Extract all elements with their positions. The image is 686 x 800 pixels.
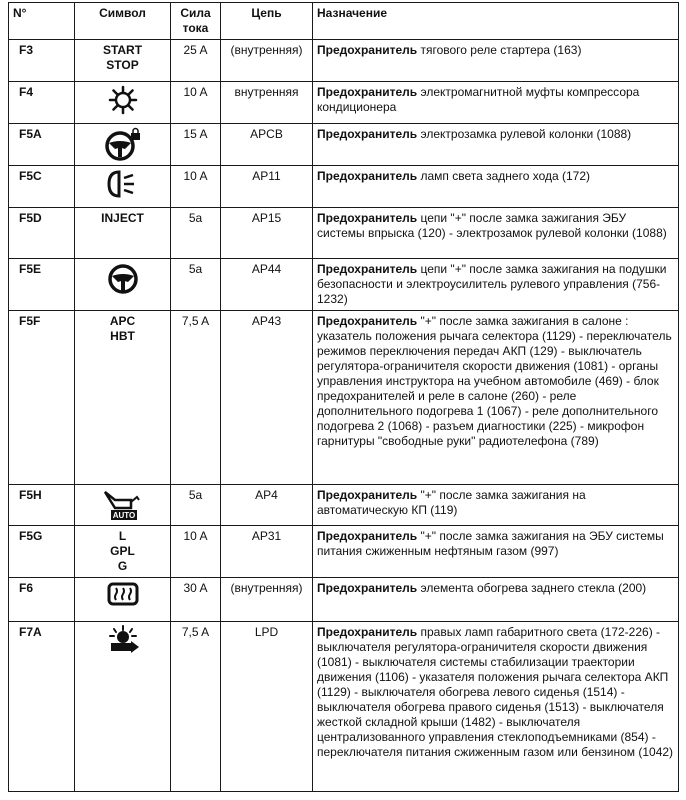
circuit-value: AP43 — [221, 311, 313, 485]
fuse-number: F5D — [9, 208, 75, 259]
purpose-text: Предохранитель "+" после замка зажигания на автоматическую КП (119) — [313, 485, 679, 526]
circuit-value: APCB — [221, 124, 313, 166]
steering-lock-icon — [103, 127, 143, 161]
fuse-number: F5E — [9, 259, 75, 311]
current-value: 10 A — [171, 526, 221, 578]
rear-defrost-icon — [106, 581, 140, 609]
current-value: 25 A — [171, 40, 221, 82]
current-value: 10 A — [171, 166, 221, 208]
circuit-value: LPD — [221, 622, 313, 792]
current-value: 15 A — [171, 124, 221, 166]
table-row — [9, 485, 679, 526]
fuse-number: F5F — [9, 311, 75, 485]
steering-wheel-icon — [106, 262, 140, 296]
header-current: Сила тока — [171, 3, 221, 40]
auto-label: AUTO — [112, 511, 135, 520]
table-row — [9, 259, 679, 311]
table-row — [9, 622, 679, 792]
purpose-text: Предохранитель "+" после замка зажигания в салоне : указатель положения рычага селектора (1129) - переключатель режимов переключения передач АКП (129) - выключатель регулятора-ограничителя скорости движения (1081) - органы управления инструктора на учебном автомобиле (469) - блок предохранителей и реле в салоне (260) - реле дополнительного подогрева 1 (1067) - реле дополнительного подогрева 2 (1068) - разъем диагностики (225) - микрофон гарнитуры "свободные руки" радиотелефона (789) — [313, 311, 679, 485]
circuit-value: (внутренняя) — [221, 40, 313, 82]
fuse-number: F5H — [9, 485, 75, 526]
current-value: 5a — [171, 259, 221, 311]
header-symbol: Символ — [75, 3, 171, 40]
purpose-text: Предохранитель электрозамка рулевой колонки (1088) — [313, 124, 679, 166]
auto-gearbox-icon — [101, 488, 145, 522]
circuit-value: AP4 — [221, 485, 313, 526]
table-row — [9, 208, 679, 259]
parking-lights-icon — [105, 625, 141, 657]
purpose-text: Предохранитель ламп света заднего хода (172) — [313, 166, 679, 208]
table-row — [9, 166, 679, 208]
current-value: 30 A — [171, 578, 221, 622]
current-value: 10 A — [171, 82, 221, 124]
purpose-text: Предохранитель цепи "+" после замка зажигания ЭБУ системы впрыска (120) - электрозамок рулевой колонки (1088) — [313, 208, 679, 259]
fuse-number: F3 — [9, 40, 75, 82]
table-row — [9, 82, 679, 124]
circuit-value: AP11 — [221, 166, 313, 208]
fuse-number: F5G — [9, 526, 75, 578]
fuse-number: F6 — [9, 578, 75, 622]
header-circuit: Цепь — [221, 3, 313, 40]
purpose-text: Предохранитель электромагнитной муфты компрессора кондиционера — [313, 82, 679, 124]
circuit-value: (внутренняя) — [221, 578, 313, 622]
circuit-value: AP44 — [221, 259, 313, 311]
fuse-number: F4 — [9, 82, 75, 124]
table-row — [9, 526, 679, 578]
fuse-number: F5C — [9, 166, 75, 208]
header-purpose: Назначение — [313, 3, 679, 40]
symbol-text: APC HBT — [109, 314, 136, 343]
fuse-number: F7A — [9, 622, 75, 792]
ac-compressor-icon — [108, 85, 138, 115]
purpose-text: Предохранитель тягового реле стартера (163) — [313, 40, 679, 82]
symbol-text: L GPL G — [110, 529, 135, 573]
reverse-light-icon — [103, 169, 143, 199]
current-value: 7,5 A — [171, 622, 221, 792]
purpose-text: Предохранитель "+" после замка зажигания на ЭБУ системы питания сжиженным нефтяным газом (997) — [313, 526, 679, 578]
symbol-text: INJECT — [101, 211, 144, 225]
table-row — [9, 40, 679, 82]
table-row — [9, 578, 679, 622]
purpose-text: Предохранитель правых ламп габаритного света (172-226) - выключателя регулятора-ограничителя скорости движения (1081) - выключателя системы стабилизации траектории движения (1106) - указателя положения рычага селектора АКП (1129) - выключателя обогрева левого сиденья (1514) - выключателя обогрева правого сиденья (1513) - выключателя жесткой складной крыши (1482) - выключателя централизованного управления стеклоподъемниками (854) - переключателя питания сжиженным газом или бензином (1042) — [313, 622, 679, 792]
table-row — [9, 124, 679, 166]
purpose-text: Предохранитель цепи "+" после замка зажигания на подушки безопасности и электроусилитель рулевого управления (756-1232) — [313, 259, 679, 311]
current-value: 5a — [171, 208, 221, 259]
circuit-value: AP15 — [221, 208, 313, 259]
current-value: 7,5 A — [171, 311, 221, 485]
table-row — [9, 311, 679, 485]
current-value: 5a — [171, 485, 221, 526]
symbol-text: START STOP — [102, 43, 143, 72]
circuit-value: внутренняя — [221, 82, 313, 124]
fuse-number: F5A — [9, 124, 75, 166]
purpose-text: Предохранитель элемента обогрева заднего стекла (200) — [313, 578, 679, 622]
fuse-table — [8, 2, 679, 792]
header-no: N° — [9, 3, 75, 40]
circuit-value: AP31 — [221, 526, 313, 578]
